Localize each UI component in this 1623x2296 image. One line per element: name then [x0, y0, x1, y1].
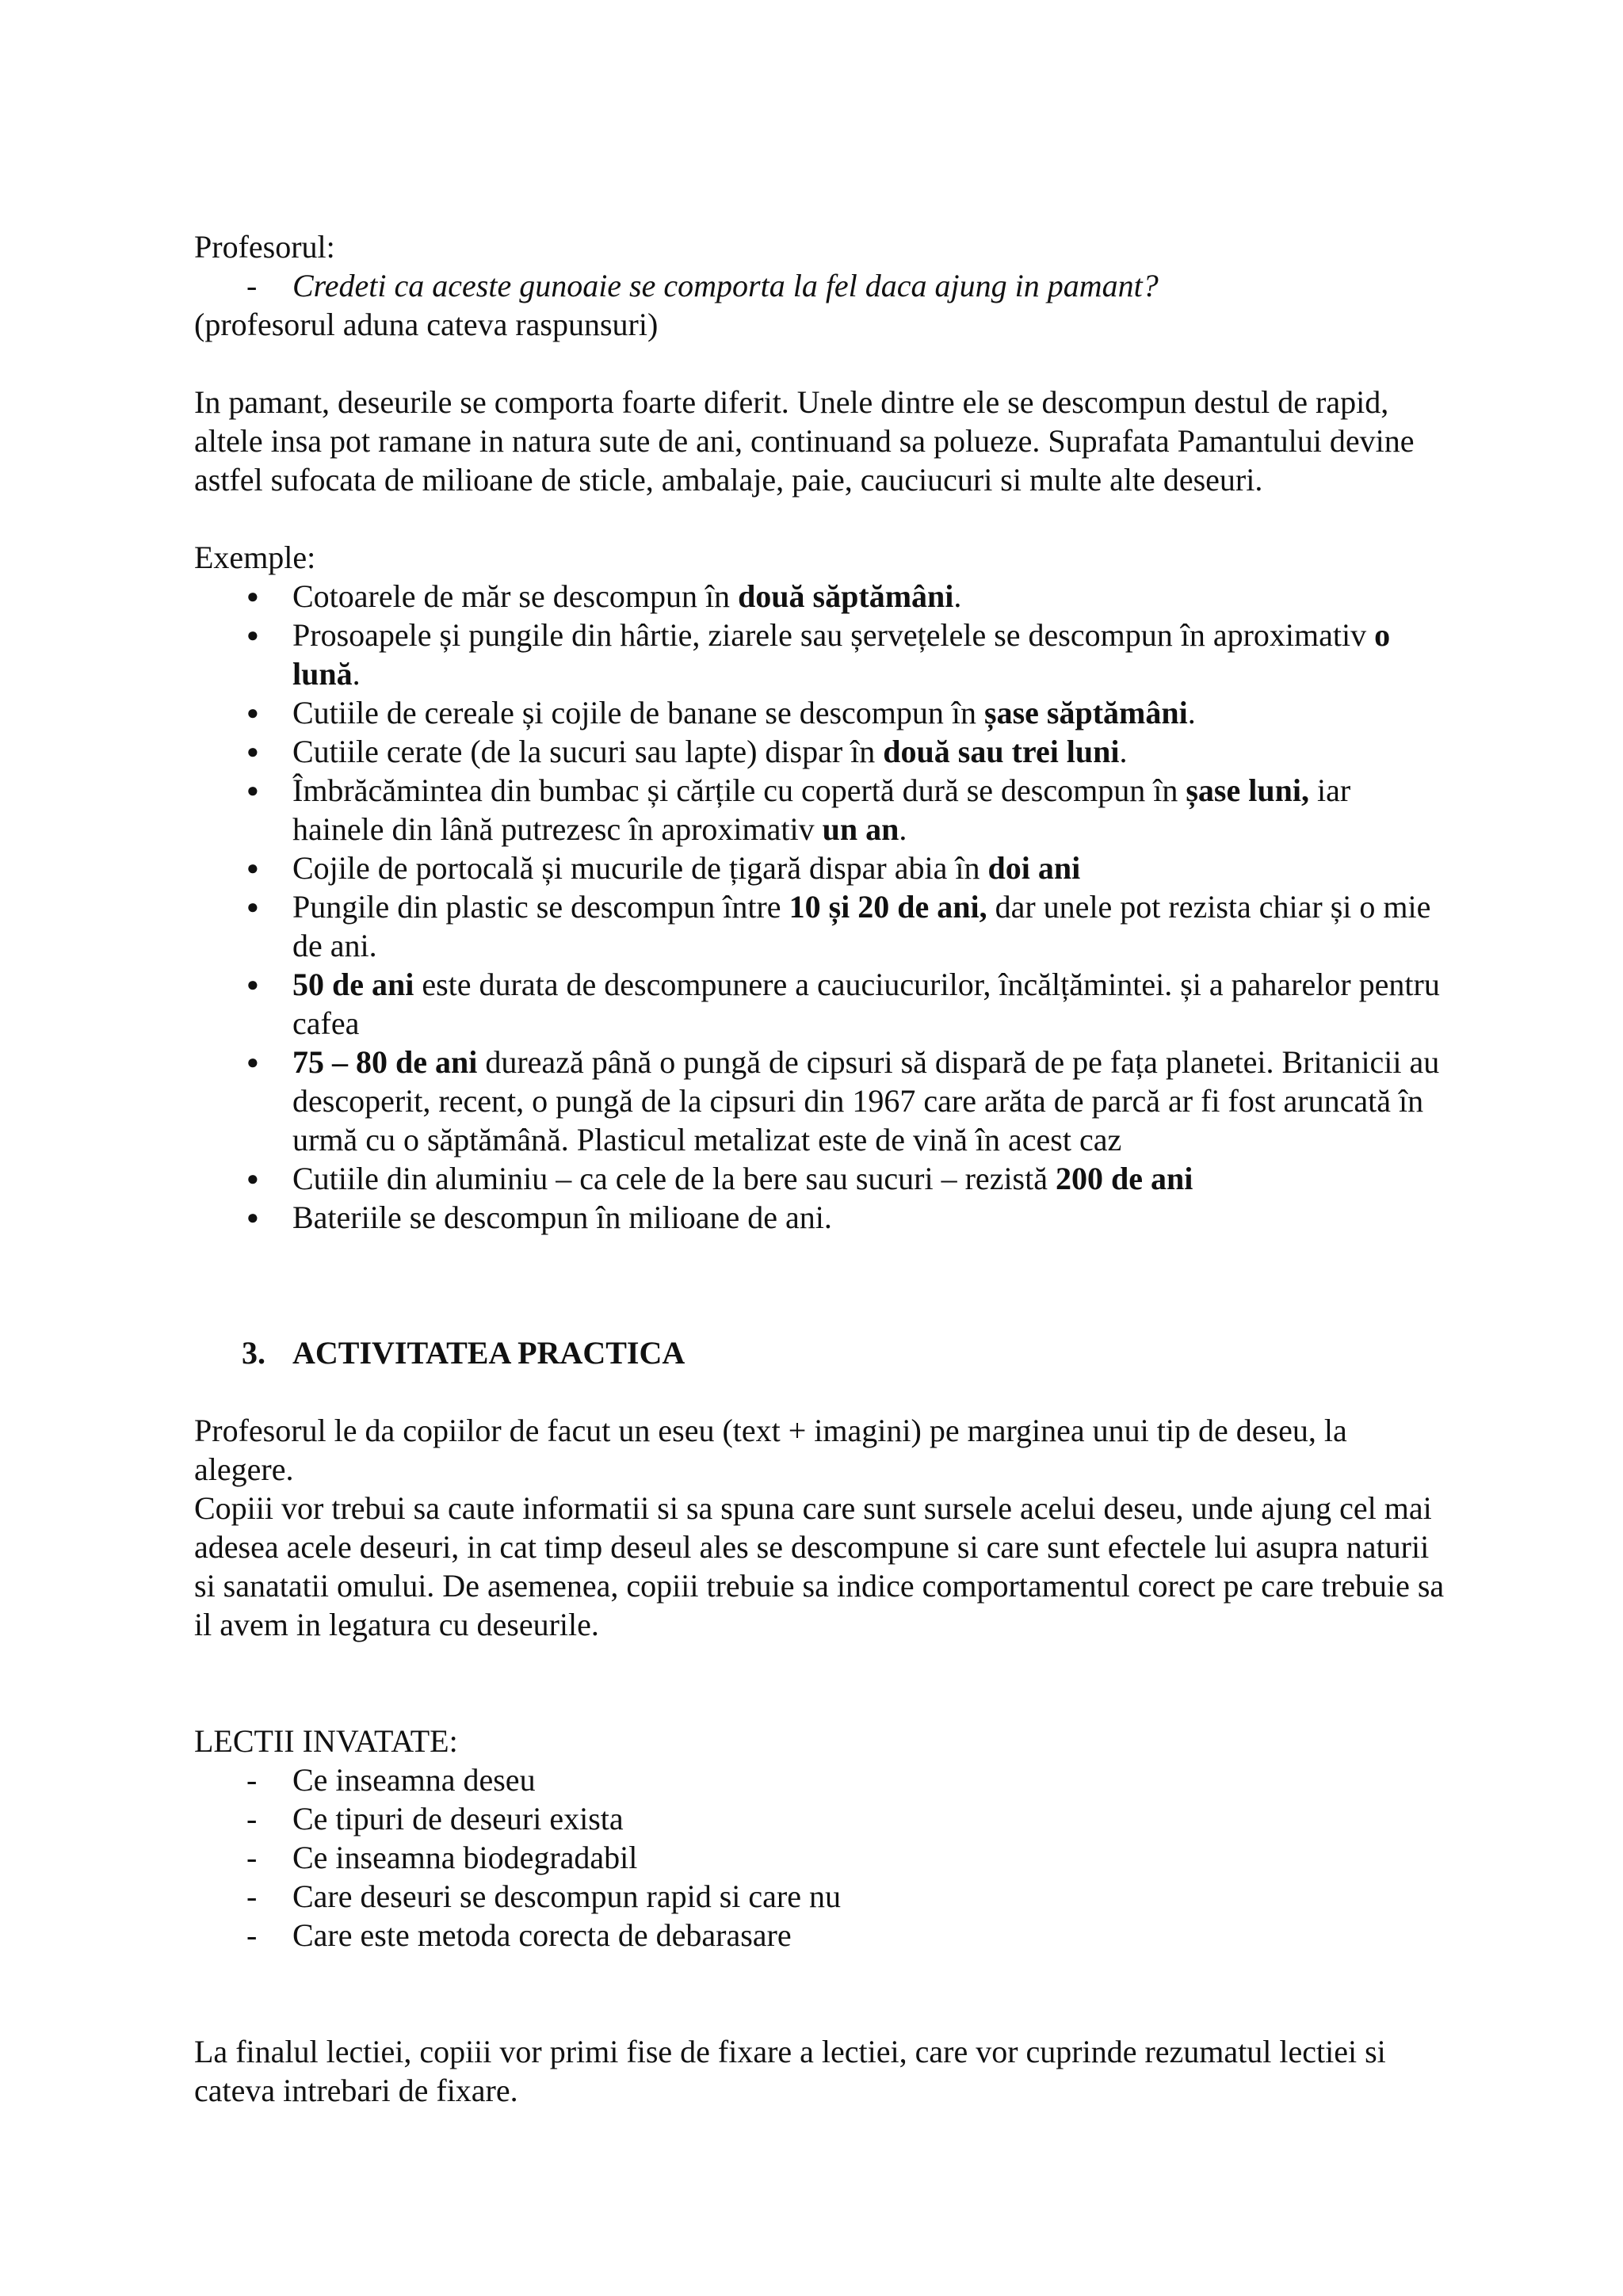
bullet-marker: ●: [246, 585, 259, 608]
list-item: [194, 1799, 1446, 1838]
example-text-bold: 75 – 80 de ani: [292, 1044, 478, 1080]
list-item: [194, 616, 1446, 693]
bullet-marker: ●: [246, 701, 259, 724]
lesson-text: Ce inseamna deseu: [292, 1762, 536, 1798]
example-text-post: .: [1187, 695, 1196, 730]
dash-marker: -: [246, 1801, 258, 1836]
bullet-marker: ●: [246, 973, 259, 996]
lessons-heading: LECTII INVATATE:: [194, 1723, 458, 1759]
example-text-pre: Bateriile se descompun în milioane de ani.: [292, 1199, 832, 1235]
example-text-bold: șase luni,: [1186, 772, 1309, 808]
bullet-marker: ●: [246, 1167, 259, 1190]
list-item: [194, 771, 1446, 849]
lesson-text: Ce inseamna biodegradabil: [292, 1840, 638, 1875]
section-number: 3.: [242, 1335, 265, 1371]
bullet-marker: ●: [246, 895, 259, 918]
bullet-marker: ●: [246, 779, 259, 802]
example-text-bold: două săptămâni: [738, 578, 954, 614]
section-title: ACTIVITATEA PRACTICA: [292, 1335, 685, 1371]
example-text-post2: .: [899, 811, 907, 847]
examples-heading: Exemple:: [194, 540, 316, 575]
list-item: [194, 849, 1446, 887]
dash-marker: -: [246, 1840, 258, 1875]
list-item: [194, 965, 1446, 1043]
list-item: [194, 693, 1446, 732]
example-text-pre: Cotoarele de măr se descompun în: [292, 578, 739, 614]
example-text-post: este durata de descompunere a cauciucurilor, încălțămintei. și a paharelor pentru cafea: [292, 967, 1440, 1041]
list-item: [194, 1760, 1446, 1799]
bullet-marker: ●: [246, 624, 259, 646]
list-item: [194, 1159, 1446, 1198]
dash-marker: -: [246, 1878, 258, 1914]
dash-marker: -: [246, 1762, 258, 1798]
example-text-pre: Cutiile din aluminiu – ca cele de la bere sau sucuri – rezistă: [292, 1161, 1056, 1196]
list-item: [194, 1877, 1446, 1916]
example-text-pre: Pungile din plastic se descompun între: [292, 889, 789, 925]
section-heading-list: [194, 1333, 1446, 1372]
document-content: [194, 227, 1446, 2110]
example-text-pre: Cutiile cerate (de la sucuri sau lapte) dispar în: [292, 734, 884, 769]
list-item: [194, 1043, 1446, 1159]
dash-marker: -: [246, 268, 258, 303]
list-item: [194, 887, 1446, 965]
list-item: [194, 266, 1446, 305]
list-item: [194, 577, 1446, 616]
bullet-marker: ●: [246, 1051, 259, 1074]
example-text-post: dar unele pot rezista chiar și o mie de ani.: [292, 889, 1431, 963]
example-text-pre: Cutiile de cereale și cojile de banane se descompun în: [292, 695, 985, 730]
paragraph-decomposition: In pamant, deseurile se comporta foarte diferit. Unele dintre ele se descompun destul de rapid, altele insa pot ramane in natura sute de ani, continuand sa polueze. Suprafata Pamantului devine astfel sufocata de milioane de sticle, ambalaje, paie, cauciucuri si multe alte deseuri.: [194, 384, 1415, 498]
lesson-text: Care deseuri se descompun rapid si care nu: [292, 1878, 841, 1914]
example-text-pre: Prosoapele și pungile din hârtie, ziarele sau șervețelele se descompun în aproximativ: [292, 617, 1375, 653]
dash-marker: -: [246, 1917, 258, 1953]
example-text-bold: doi ani: [987, 850, 1081, 886]
example-text-post: iar hainele din lână putrezesc în aproximativ: [292, 772, 1351, 847]
example-text-post: .: [352, 656, 361, 692]
example-text-bold: o lună: [292, 617, 1391, 692]
bullet-marker: ●: [246, 1206, 259, 1229]
list-item: [194, 1916, 1446, 1955]
example-text-post: .: [953, 578, 962, 614]
list-item: [194, 1838, 1446, 1877]
teacher-question: Credeti ca aceste gunoaie se comporta la fel daca ajung in pamant?: [292, 268, 1159, 303]
example-text-bold: 200 de ani: [1056, 1161, 1193, 1196]
example-text-bold: două sau trei luni: [883, 734, 1120, 769]
closing-paragraph: La finalul lectiei, copiii vor primi fise de fixare a lectiei, care vor cuprinde rezumatul lectiei si cateva intrebari de fixare.: [194, 2034, 1386, 2108]
section-heading: [194, 1333, 1446, 1372]
speaker-label: Profesorul:: [194, 229, 335, 265]
paragraph-essay-details: Copiii vor trebui sa caute informatii si sa spuna care sunt sursele acelui deseu, unde ajung cel mai adesea acele deseuri, in cat timp deseul ales se descompune si care sunt efectele lui asupra naturii si sanatatii omului. De asemenea, copiii trebuie sa indice comportamentul corect pe care trebuie sa il avem in legatura cu deseurile.: [194, 1490, 1445, 1642]
lesson-text: Care este metoda corecta de debarasare: [292, 1917, 792, 1953]
bullet-marker: ●: [246, 740, 259, 763]
example-text-pre: Cojile de portocală și mucurile de țigară dispar abia în: [292, 850, 988, 886]
question-list: [194, 266, 1446, 305]
paragraph-essay-task: Profesorul le da copiilor de facut un eseu (text + imagini) pe marginea unui tip de deseu, la alegere.: [194, 1413, 1347, 1487]
example-text-bold: 50 de ani: [292, 967, 414, 1002]
lesson-text: Ce tipuri de deseuri exista: [292, 1801, 624, 1836]
example-text-bold2: un an: [822, 811, 899, 847]
list-item: [194, 732, 1446, 771]
example-text-post: durează până o pungă de cipsuri să dispară de pe fața planetei. Britanicii au descoperit, recent, o pungă de la cipsuri din 1967 care arăta de parcă ar fi fost aruncată în urmă cu o săptămână. Plasticul metalizat este de vină în acest caz: [292, 1044, 1440, 1158]
example-text-post: .: [1119, 734, 1128, 769]
bullet-marker: ●: [246, 856, 259, 879]
example-text-pre: Îmbrăcămintea din bumbac și cărțile cu copertă dură se descompun în: [292, 772, 1186, 808]
teacher-note: (profesorul aduna cateva raspunsuri): [194, 307, 659, 342]
example-text-bold: 10 și 20 de ani,: [789, 889, 987, 925]
list-item: [194, 1198, 1446, 1237]
examples-list: [194, 577, 1446, 1237]
example-text-bold: șase săptămâni: [984, 695, 1188, 730]
lessons-list: [194, 1760, 1446, 1955]
